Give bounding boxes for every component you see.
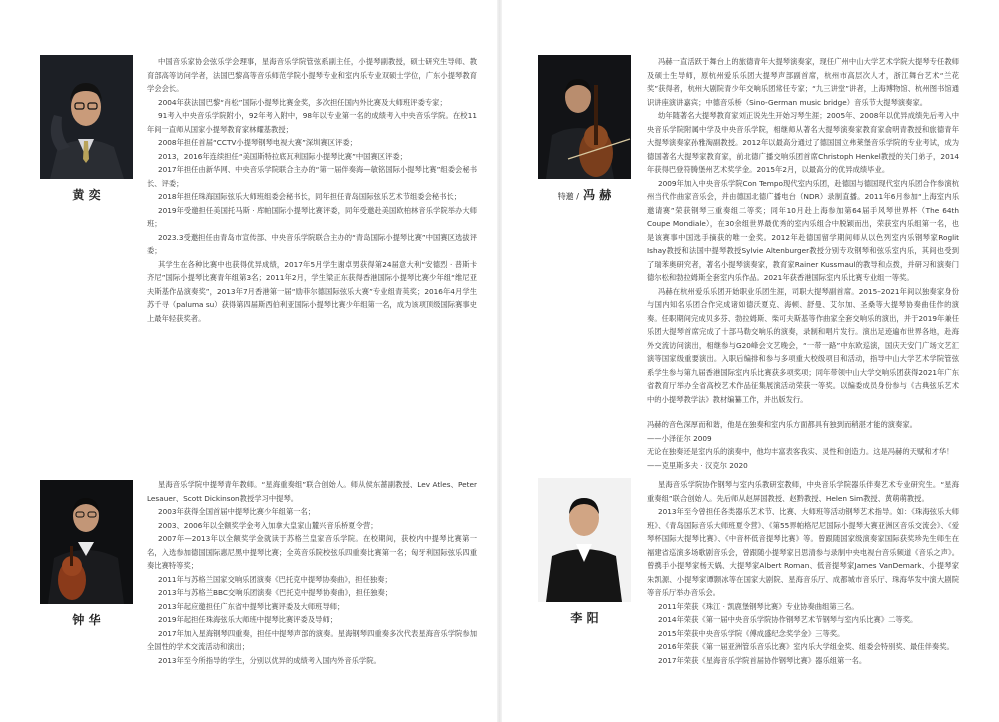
bio-feng-he	[647, 55, 959, 472]
bio-paragraph: 星海音乐学院协作钢琴与室内乐教研室教师，中央音乐学院器乐伴奏艺术专业研究生。“星海重奏组”联合创始人。先后师从赵屏国教授、赵黔教授、Helen Sim教授、黄萌萌教授。	[647, 480, 959, 503]
name-zhong-hua	[40, 611, 133, 628]
photo-zhong-hua	[40, 480, 133, 604]
photo-feng-he	[538, 55, 631, 179]
bio-huang-yi	[147, 55, 477, 325]
bio-paragraph: 2017年担任由新华网、中央音乐学院联合主办的“第一届伴奏海—敏铭国际小提琴比赛”组委会秘书长、评委；	[147, 165, 477, 188]
bio-paragraph: 2007年—2013年以全额奖学金就读于苏格兰皇家音乐学院。在校期间，获校内中提琴比赛第一名，入选参加德国国际惠尼黑中提琴比赛；全英音乐院校弦乐四重奏比赛第一名；匈牙利国际弦乐四重奏比赛特等奖；	[147, 534, 477, 570]
bio-paragraph: 2011年与苏格兰国家交响乐团演奏《巴托克中提琴协奏曲》，担任独奏；	[157, 574, 392, 584]
bio-paragraph: 冯赫在杭州爱乐乐团开始职业乐团生涯，司职大提琴副首席。2015–2021年间以独奏家身份与国内知名乐团合作完成诸如德沃夏克、海顿、舒曼、艾尔加、圣桑等大提琴协奏曲佳作的演奏。任职期间完成贝多芬、勃拉姆斯、柴可夫斯基等作曲家全套交响乐的演出，并于2019年兼任乐团大提琴首席完成了十部马勒交响乐的演奏，录制和唱片发行。演出足迹遍布世界各地，赴海外交流访问演出，相继参与G20峰会文艺晚会，“一带一路”中东欧巡演，国庆天安门广场文艺汇演等国家级重要演出。入职后编排和参与多项重大校级项目和活动，指导中山大学艺术学院管弦系学生参与第九届香港国际室内乐比赛获多项奖项；同年带领中山大学交响乐团获得2021年广东省教育厅举办全省高校艺术作品征集展演活动荣获一等奖。以编委成员身份参与《古典弦乐艺术中的小提琴教学法》教材编纂工作，并出版发行。	[647, 286, 959, 404]
bio-paragraph: 其学生在各种比赛中也获得优异成绩，2017年5月学生谢卓男获得第24届意大利“安德烈 · 普斯卡齐尼”国际小提琴比赛青年组第3名；2011年2月，学生梁正东获得香港国际小提琴比赛少年组“维尼亚夫斯基作品演奏奖”，2013年7月香港第一届“励菲尔德国际弦乐大赛”专业组青英奖；2016年4月学生苏千寻（paluma su）获得第四届斯西伯利亚国际小提琴比赛少年组第一名，成为该项顶级国际赛事史上最年轻获奖者。	[147, 259, 477, 323]
bio-zhong-hua	[147, 478, 477, 667]
quote-author: ——小泽征尔 2009	[647, 433, 712, 443]
bio-paragraph: 2023.3受邀担任由青岛市宣传部、中央音乐学院联合主办的“青岛国际小提琴比赛”中国赛区选拔评委；	[147, 232, 477, 255]
name-li-yang	[538, 609, 631, 626]
bio-paragraph: 2011年荣获《珠江 · 凯鹿堡钢琴比赛》专业协奏曲组第三名。	[657, 601, 859, 611]
photo-li-yang	[538, 478, 631, 602]
bio-paragraph: 幼年随著名大提琴教育家刘正说先生开始习琴生涯；2005年、2008年以优异成绩先后考入中央音乐学院附属中学及中央音乐学院，相继师从著名大提琴演奏家教育家俞明青教授和旅德青年大提琴演奏家孙雅淘副教授。2012年以最高分通过了德国国立弗莱堡音乐学院的专业考试，成为德国著名大提琴家教育家，前北德广播交响乐团首席Christoph Henkel教授的关门弟子，2014年获得巴登符腾堡州艺术奖学金。2015年2月，以最高分的优异成绩毕业。	[647, 111, 959, 174]
quote-text: 冯赫的音色深厚而和谐，他是在独奏和室内乐方面都具有独到而稍湛才能的演奏家。	[647, 420, 917, 429]
bio-paragraph: 2015年荣获中央音乐学院《傅成盛纪念奖学金》三等奖。	[657, 628, 845, 638]
bio-paragraph: 2013年起应邀担任广东省中提琴比赛评委及大师班导师；	[157, 601, 345, 611]
bio-paragraph: 2017年荣获《星海音乐学院首届协作钢琴比赛》器乐组第一名。	[657, 655, 867, 665]
bio-li-yang	[647, 478, 959, 667]
bio-paragraph: 2003、2006年以全额奖学金考入加拿大皇家山麓兴音乐桥夏令营；	[157, 520, 378, 530]
bio-paragraph: 2017年加入星海钢琴四重奏，担任中提琴声部的演奏。星海钢琴四重奏多次代表星海音乐学院参加全国性的学术交流活动和演出；	[147, 628, 477, 651]
bio-paragraph: 2016年荣获《第一届亚洲管乐音乐比赛》室内乐大学组金奖、组委会特别奖、最佳伴奏奖。	[657, 642, 954, 651]
bio-paragraph: 2009年加入中央音乐学院Con Tempo现代室内乐团，赴德国与德国现代室内乐团合作参演杭州当代作曲家音乐会，并由德国北德广播电台（NDR）录制直播。2011年6月参加“上海室内乐邀请赛”荣获钢琴三重奏组二等奖；同年10月赴上海参加第64届手风琴世界杯（The 64th Coupe Mondiale），在30余组世界最优秀的室内乐组合中脱颖而出，荣获室内乐组第一名，也是该赛事中国选手摘获的唯一金奖。2012年赴德国留学期间师从以色列室内乐钢琴家Roglit Ishay教授和法国中提琴教授Sylvie Altenburger教授分别专攻钢琴和弦乐室内乐，其间也受到了瑞苯奥研究者，著名小提琴演奏家，教育家Rainer Kussmaul的教导和点拨，并研习和演奏门德尔松和勃拉姆斯全套室内乐作品。2021年获香港国际室内乐比赛专业组一等奖。	[647, 178, 959, 282]
person-name: 冯 赫	[583, 188, 612, 202]
name-prefix: 特邀 /	[557, 192, 579, 201]
bio-paragraph: 2008年担任首届“CCTV小提琴钢琴电视大赛”深圳赛区评委；	[157, 138, 357, 147]
page-gutter	[497, 0, 502, 722]
person-name: 钟 华	[72, 613, 101, 627]
bio-paragraph: 2004年获法国巴黎“肖松”国际小提琴比赛金奖，多次担任国内外比赛及大师班评委专家；	[157, 97, 447, 107]
quote-author: ——克里斯多夫 · 汉克尔 2020	[647, 460, 748, 470]
bio-paragraph: 星海音乐学院中提琴青年教师。“星海重奏组”联合创始人。师从侯东蔷副教授、Lev Atles、Peter Lesauer、Scott Dickinson教授学习中提琴。	[147, 480, 477, 503]
portrait-image	[538, 55, 631, 179]
name-feng-he	[538, 186, 631, 203]
photo-huang-yi	[40, 55, 133, 179]
quote-text: 无论在独奏还是室内乐的演奏中，他均丰富表客我实、灵性和创造力。这是冯赫的天赋和才华！	[647, 447, 954, 456]
name-huang-yi	[40, 186, 133, 203]
bio-paragraph: 2018年担任珠海国际弦乐大师班组委会秘书长，同年担任青岛国际弦乐艺术节组委会秘书长；	[157, 192, 462, 201]
bio-paragraph: 2014年荣获《第一届中央音乐学院协作钢琴艺术节钢琴与室内乐比赛》二等奖。	[657, 615, 918, 624]
portrait-image	[40, 480, 133, 604]
bio-paragraph: 2019年受邀担任美国托马斯 · 库帕国际小提琴比赛评委，同年受邀赴美国欧柏林音乐学院举办大师班；	[147, 205, 477, 228]
bio-paragraph: 2003年获得全国首届中提琴比赛少年组第一名；	[157, 507, 316, 516]
person-name: 李 阳	[570, 611, 599, 625]
bio-paragraph: 冯赫一直活跃于舞台上的旅德青年大提琴演奏家，现任广州中山大学艺术学院大提琴专任教师及硕士生导师，原杭州爱乐乐团大提琴声部副首席，杭州市高层次人才，浙江舞台艺术“兰花奖”获得者，杭州大剧院青少年交响乐团常任专家；“九三讲堂”讲者，上海博物馆、杭州图书馆通识讲座演讲嘉宾；中德音乐桥（Sino-German music bridge）音乐节大提琴演奏家。	[647, 57, 959, 107]
bio-paragraph: 2013年至今所指导的学生，分别以优异的成绩考入国内外音乐学院。	[157, 655, 381, 665]
bio-paragraph: 2013年至今曾担任各类器乐艺术节、比赛、大师班等活动钢琴艺术指导。如：《珠海弦乐大师班》、《青岛国际音乐大师班夏令营》、《第55界帕格尼尼国际小提琴大赛亚洲区音乐交流会》、《爱琴杯国际大提琴比赛》、《中音杯低音提琴比赛》等。曾跟随国家级演奏家国际获奖珍先生师生在福建省巡演多场歌剧音乐会，曾跟随小提琴家吕思清参与录制中央电视台音乐频道《音乐之声》。曾携手小提琴家杨天娲、大提琴家Albert Roman、低音提琴家James VanDemark、小提琴家朱凯源、小提琴家谭颢冰等在国家大剧院、星海音乐厅、成都城市音乐厅、珠海华发中演大剧院等音乐厅举办音乐会。	[647, 507, 959, 597]
bio-paragraph: 91考入中央音乐学院附小，92年考入附中，98年以专业第一名的成绩考入中央音乐学院。在校11年间一直师从国家小提琴教育家林耀基教授；	[147, 111, 477, 134]
person-name: 黄 奕	[72, 188, 101, 202]
portrait-image	[538, 478, 631, 602]
bio-paragraph: 2013，2016年连续担任“美国斯特拉底瓦利国际小提琴比赛”中国赛区评委；	[157, 151, 407, 161]
portrait-image	[40, 55, 133, 179]
bio-paragraph: 中国音乐家协会弦乐学会理事，星海音乐学院管弦系副主任，小提琴副教授，硕士研究生导师、教育部高等访问学者，法国巴黎高等音乐师范学院小提琴专业和室内乐专业双硕士学位，广东小提琴教育学会会长。	[147, 57, 477, 93]
bio-paragraph: 2019年起担任珠海弦乐大师班中提琴比赛评委及导师；	[157, 615, 338, 624]
bio-paragraph: 2013年与苏格兰BBC交响乐团演奏《巴托克中提琴协奏曲》，担任独奏；	[157, 588, 393, 597]
